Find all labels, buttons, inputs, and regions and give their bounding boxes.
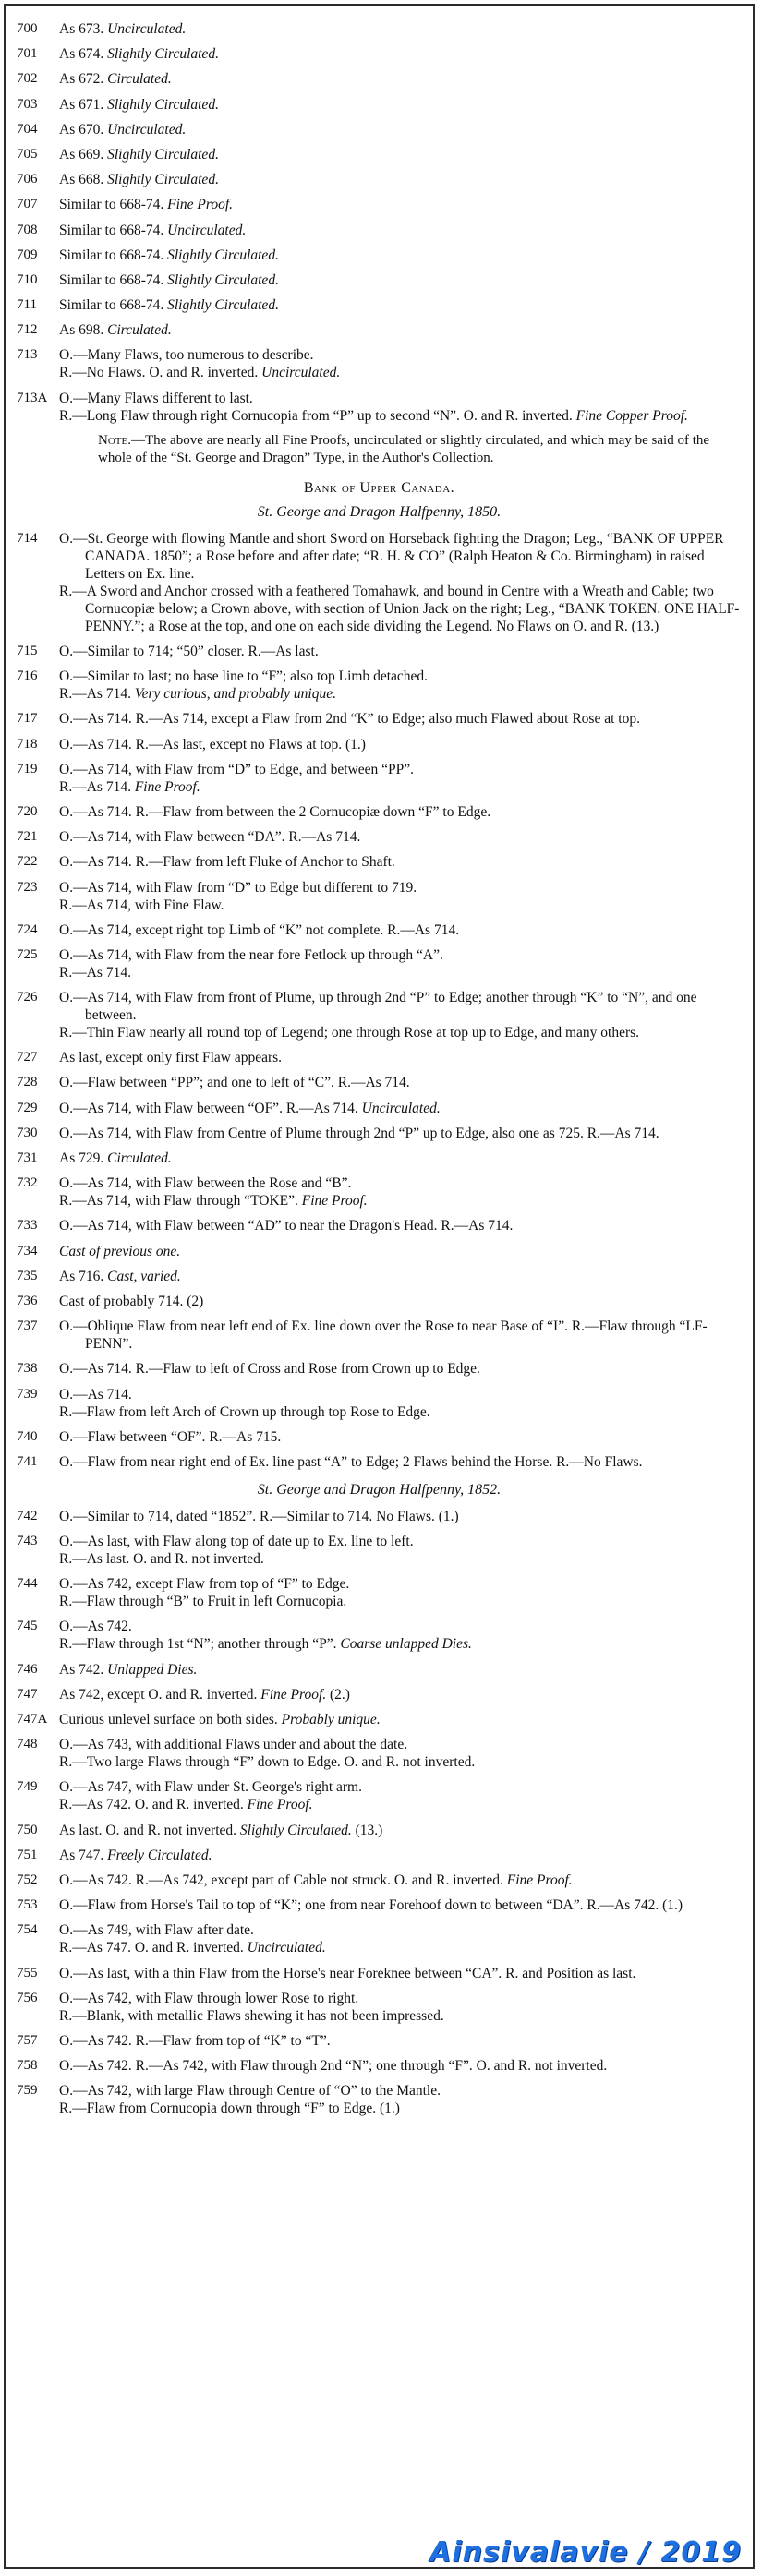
entry-line: O.—As 714, except right top Limb of “K” not complete. R.—As 714. xyxy=(59,921,460,938)
watermark-signature: Ainsivalavie / 2019 xyxy=(429,2536,742,2569)
entry-line: O.—As last, with Flaw along top of date up to Ex. line to left. xyxy=(59,1534,414,1550)
entry-number: 742 xyxy=(17,1508,38,1523)
entry-text xyxy=(59,761,742,796)
entry-number: 725 xyxy=(17,946,38,962)
entry-number: 753 xyxy=(17,1897,38,1913)
entry-number: 720 xyxy=(17,803,38,819)
entry-line: O.—As 714, with Flaw from Centre of Plume through 2nd “P” up to Edge, also one as 725. R.—As 714. xyxy=(59,1125,659,1141)
entry-text xyxy=(59,530,742,635)
entry-number: 745 xyxy=(17,1619,38,1634)
entry-text xyxy=(59,1074,742,1091)
entry-number: 738 xyxy=(17,1361,38,1377)
catalogue-entry xyxy=(17,803,742,821)
entry-text xyxy=(59,1711,742,1728)
entry-number: 719 xyxy=(17,761,38,776)
catalogue-entry xyxy=(17,1428,742,1446)
catalogue-entry xyxy=(17,1360,742,1378)
entry-text xyxy=(59,1174,742,1210)
entry-text xyxy=(59,1686,742,1703)
entry-line: O.—Flaw between “PP”; and one to left of “C”. R.—As 714. xyxy=(59,1075,410,1091)
catalogue-entry xyxy=(17,171,742,188)
entry-text xyxy=(59,1778,742,1813)
entry-text xyxy=(59,989,742,1041)
entry-text xyxy=(59,296,742,314)
entry-text xyxy=(59,1453,742,1471)
entry-line: As 671. Slightly Circulated. xyxy=(59,96,219,113)
entry-text xyxy=(59,271,742,289)
catalogue-entry xyxy=(17,20,742,38)
subtitle-1850: St. George and Dragon Halfpenny, 1850. xyxy=(257,503,502,520)
entry-text xyxy=(59,736,742,753)
entry-line: Similar to 668-74. Slightly Circulated. xyxy=(59,247,279,263)
entry-number: 713A xyxy=(17,390,48,405)
entry-line: O.—Similar to last; no base line to “F”; also top Limb detached. xyxy=(59,668,429,685)
entry-text xyxy=(59,803,742,821)
entry-line: As last, except only first Flaw appears. xyxy=(59,1050,283,1066)
catalogue-entry xyxy=(17,390,742,425)
entry-text xyxy=(59,222,742,239)
entry-number: 741 xyxy=(17,1453,38,1469)
entry-number: 726 xyxy=(17,990,38,1005)
entry-line: O.—Similar to 714; “50” closer. R.—As last. xyxy=(59,644,319,659)
entry-text xyxy=(59,96,742,114)
entry-number: 709 xyxy=(17,247,38,262)
entry-number: 711 xyxy=(17,297,37,313)
entry-line: O.—Flaw from near right end of Ex. line past “A” to Edge; 2 Flaws behind the Horse. R.—No Flaws. xyxy=(59,1453,643,1470)
entry-text xyxy=(59,1217,742,1234)
entry-number: 713 xyxy=(17,347,38,363)
catalogue-entry xyxy=(17,1100,742,1117)
entry-line: R.—Thin Flaw nearly all round top of Legend; one through Rose at top up to Edge, and many others. xyxy=(59,1025,640,1041)
catalogue-entry xyxy=(17,2082,742,2117)
entry-line: O.—As 714, with Flaw between “OF”. R.—As 714. Uncirculated. xyxy=(59,1100,441,1116)
entry-line: O.—As 714. xyxy=(59,1386,132,1402)
entry-text xyxy=(59,946,742,981)
catalogue-entry xyxy=(17,1965,742,1982)
entry-line: R.—Flaw from Cornucopia down through “F” to Edge. (1.) xyxy=(59,2101,400,2117)
subtitle-1852: St. George and Dragon Halfpenny, 1852. xyxy=(257,1481,502,1498)
entry-number: 724 xyxy=(17,921,38,937)
entry-number: 728 xyxy=(17,1075,38,1090)
catalogue-entry xyxy=(17,1386,742,1421)
catalogue-entry xyxy=(17,1822,742,1839)
catalogue-entry xyxy=(17,1618,742,1653)
entry-text xyxy=(59,321,742,339)
entry-number: 744 xyxy=(17,1576,38,1592)
entry-line: Similar to 668-74. Slightly Circulated. xyxy=(59,271,279,288)
entry-text xyxy=(59,146,742,163)
catalogue-entry xyxy=(17,1174,742,1210)
entry-number: 757 xyxy=(17,2032,38,2048)
catalogue-entry xyxy=(17,1575,742,1610)
entry-line: R.—As 742. O. and R. inverted. Fine Proof. xyxy=(59,1797,313,1813)
entry-text xyxy=(59,828,742,846)
entry-line: R.—As last. O. and R. not inverted. xyxy=(59,1551,264,1568)
entry-line: O.—As 742. R.—Flaw from top of “K” to “T”. xyxy=(59,2032,331,2049)
entry-text xyxy=(59,70,742,88)
entry-number: 748 xyxy=(17,1737,38,1752)
entry-number: 749 xyxy=(17,1779,38,1795)
entry-number: 700 xyxy=(17,21,38,36)
entry-line: Similar to 668-74. Uncirculated. xyxy=(59,222,247,238)
entry-line: O.—Many Flaws, too numerous to describe. xyxy=(59,347,314,364)
entry-text xyxy=(59,1125,742,1142)
catalogue-entry xyxy=(17,121,742,138)
entry-text xyxy=(59,1428,742,1446)
entry-text xyxy=(59,1533,742,1568)
entry-text xyxy=(59,247,742,264)
entry-line: O.—As 714, with Flaw between “AD” to near the Dragon's Head. R.—As 714. xyxy=(59,1218,514,1234)
entry-line: As 673. Uncirculated. xyxy=(59,21,187,37)
catalogue-entry xyxy=(17,1074,742,1091)
entry-line: O.—As 742, with Flaw through lower Rose to right. xyxy=(59,1990,359,2006)
entry-text xyxy=(59,2082,742,2117)
catalogue-entry xyxy=(17,1243,742,1260)
entry-number: 740 xyxy=(17,1428,38,1444)
entry-text xyxy=(59,1896,742,1914)
entry-line: As 716. Cast, varied. xyxy=(59,1268,181,1284)
entry-number: 722 xyxy=(17,854,38,870)
entry-text xyxy=(59,1150,742,1167)
entry-number: 736 xyxy=(17,1293,38,1308)
entry-line: O.—As 714, with Flaw from “D” to Edge, and between “PP”. xyxy=(59,761,414,777)
entry-number: 731 xyxy=(17,1150,38,1165)
catalogue-entry xyxy=(17,1217,742,1234)
entry-line: O.—As 714. R.—Flaw to left of Cross and Rose from Crown up to Edge. xyxy=(59,1361,480,1378)
catalogue-entry xyxy=(17,643,742,660)
entry-number: 734 xyxy=(17,1243,38,1258)
entry-line: O.—As 714. R.—Flaw from between the 2 Cornucopiæ down “F” to Edge. xyxy=(59,803,491,820)
entry-number: 755 xyxy=(17,1965,38,1980)
catalogue-entry xyxy=(17,1896,742,1914)
entry-text xyxy=(59,1847,742,1864)
entries-upper xyxy=(17,20,742,425)
entry-text xyxy=(59,1508,742,1525)
entry-text xyxy=(59,1268,742,1285)
entry-text xyxy=(59,1921,742,1956)
entry-line: As 742. Unlapped Dies. xyxy=(59,1661,198,1678)
entry-line: O.—Many Flaws different to last. xyxy=(59,390,253,406)
entry-number: 735 xyxy=(17,1268,38,1283)
catalogue-entry xyxy=(17,196,742,213)
entry-text xyxy=(59,921,742,939)
entry-text xyxy=(59,1386,742,1421)
catalogue-entry xyxy=(17,346,742,381)
catalogue-page xyxy=(17,20,742,2125)
catalogue-entry xyxy=(17,247,742,264)
entry-text xyxy=(59,2032,742,2050)
catalogue-entry xyxy=(17,1736,742,1771)
entry-number: 739 xyxy=(17,1386,38,1402)
entries-1850 xyxy=(17,530,742,1471)
entry-text xyxy=(59,668,742,703)
entry-number: 727 xyxy=(17,1050,38,1065)
catalogue-entry xyxy=(17,1150,742,1167)
entry-line: R.—As 747. O. and R. inverted. Uncirculated. xyxy=(59,1940,326,1956)
section-title: Bank of Upper Canada. xyxy=(303,479,455,496)
entry-number: 714 xyxy=(17,530,38,546)
entry-line: O.—As 714, with Flaw between the Rose and “B”. xyxy=(59,1175,352,1192)
entry-text xyxy=(59,121,742,138)
catalogue-entry xyxy=(17,1533,742,1568)
catalogue-entry xyxy=(17,1453,742,1471)
catalogue-entry xyxy=(17,321,742,339)
catalogue-entry xyxy=(17,1921,742,1956)
entry-number: 723 xyxy=(17,879,38,895)
entry-line: R.—As 714, with Fine Flaw. xyxy=(59,897,224,913)
entry-line: Cast of previous one. xyxy=(59,1243,181,1259)
entry-line: R.—As 714. Fine Proof. xyxy=(59,778,200,795)
entry-line: O.—As 742. R.—As 742, except part of Cable not struck. O. and R. inverted. Fine Proof. xyxy=(59,1872,573,1888)
entry-number: 747A xyxy=(17,1712,48,1727)
entry-line: As last. O. and R. not inverted. Slightly Circulated. (13.) xyxy=(59,1822,383,1838)
entry-number: 756 xyxy=(17,1990,38,2005)
entry-line: Similar to 668-74. Fine Proof. xyxy=(59,197,233,213)
entry-number: 730 xyxy=(17,1125,38,1140)
catalogue-entry xyxy=(17,530,742,635)
entry-text xyxy=(59,1618,742,1653)
entry-text xyxy=(59,1965,742,1982)
entry-line: As 670. Uncirculated. xyxy=(59,121,187,138)
entry-text xyxy=(59,196,742,213)
entry-text xyxy=(59,1872,742,1889)
entry-text xyxy=(59,710,742,728)
entry-number: 729 xyxy=(17,1100,38,1115)
entry-text xyxy=(59,45,742,63)
entry-number: 707 xyxy=(17,197,38,212)
entry-number: 750 xyxy=(17,1822,38,1837)
entry-number: 737 xyxy=(17,1318,38,1334)
entry-number: 718 xyxy=(17,736,38,752)
entry-line: O.—Oblique Flaw from near left end of Ex. line down over the Rose to near Base of “I”. R.—Flaw through “LF-PENN”. xyxy=(59,1318,708,1353)
entry-text xyxy=(59,1318,742,1353)
entry-line: O.—As 742, except Flaw from top of “F” to Edge. xyxy=(59,1576,350,1593)
entry-line: O.—As 742. R.—As 742, with Flaw through 2nd “N”; one through “F”. O. and R. not inverted. xyxy=(59,2058,608,2075)
entry-text xyxy=(59,171,742,188)
catalogue-entry xyxy=(17,853,742,871)
entry-text xyxy=(59,1736,742,1771)
entry-line: O.—As 714, with Flaw between “DA”. R.—As 714. xyxy=(59,829,361,846)
entry-line: R.—As 714. Very curious, and probably unique. xyxy=(59,686,336,703)
catalogue-entry xyxy=(17,828,742,846)
catalogue-entry xyxy=(17,1318,742,1353)
entry-line: O.—As 747, with Flaw under St. George's right arm. xyxy=(59,1779,362,1796)
entry-line: As 672. Circulated. xyxy=(59,71,172,88)
catalogue-entry xyxy=(17,2057,742,2075)
catalogue-entry xyxy=(17,710,742,728)
entry-number: 712 xyxy=(17,322,38,338)
entry-line: As 669. Slightly Circulated. xyxy=(59,146,219,163)
catalogue-entry xyxy=(17,1661,742,1679)
entry-line: O.—As 714, with Flaw from front of Plume, up through 2nd “P” to Edge; another through “K” to “N”, and one between. xyxy=(59,990,697,1024)
entry-text xyxy=(59,390,742,425)
catalogue-entry xyxy=(17,1847,742,1864)
entry-line: O.—As 742. xyxy=(59,1619,132,1635)
entry-line: O.—As 742, with large Flaw through Centre of “O” to the Mantle. xyxy=(59,2083,441,2100)
catalogue-entry xyxy=(17,1125,742,1142)
entry-line: O.—As 714. R.—As 714, except a Flaw from 2nd “K” to Edge; also much Flawed about Rose at top. xyxy=(59,711,640,728)
catalogue-entry xyxy=(17,1293,742,1310)
catalogue-entry xyxy=(17,146,742,163)
entry-line: As 729. Circulated. xyxy=(59,1150,172,1166)
entry-text xyxy=(59,1990,742,2025)
entry-text xyxy=(59,1243,742,1260)
catalogue-entry xyxy=(17,736,742,753)
catalogue-entry xyxy=(17,1049,742,1066)
entry-line: R.—Flaw from left Arch of Crown up through top Rose to Edge. xyxy=(59,1403,430,1420)
entry-line: O.—As 743, with additional Flaws under and about the date. xyxy=(59,1737,408,1753)
entry-text xyxy=(59,1049,742,1066)
entry-line: Curious unlevel surface on both sides. Probably unique. xyxy=(59,1712,381,1727)
entry-number: 702 xyxy=(17,71,38,87)
entry-number: 733 xyxy=(17,1218,38,1234)
catalogue-entry xyxy=(17,921,742,939)
entry-number: 701 xyxy=(17,46,38,62)
entry-line: Cast of probably 714. (2) xyxy=(59,1293,204,1309)
catalogue-entry xyxy=(17,2032,742,2050)
catalogue-entry xyxy=(17,989,742,1041)
entry-number: 721 xyxy=(17,829,38,845)
catalogue-entry xyxy=(17,1508,742,1525)
entry-text xyxy=(59,1100,742,1117)
entry-line: As 674. Slightly Circulated. xyxy=(59,46,219,63)
entry-number: 732 xyxy=(17,1175,38,1191)
entry-line: R.—Flaw through “B” to Fruit in left Cornucopia. xyxy=(59,1594,347,1610)
entry-line: R.—No Flaws. O. and R. inverted. Uncirculated. xyxy=(59,365,341,381)
catalogue-entry xyxy=(17,45,742,63)
catalogue-entry xyxy=(17,296,742,314)
entry-text xyxy=(59,1822,742,1839)
entry-line: R.—Long Flaw through right Cornucopia from “P” up to second “N”. O. and R. inverted. Fine Copper Proof. xyxy=(59,407,688,424)
entry-line: R.—A Sword and Anchor crossed with a feathered Tomahawk, and bound in Centre with a Wreath and Cable; two Cornucopiæ below; a Crown above, with section of Union Jack on the right; Leg., “BANK TOKEN. ONE HALF-PENNY.”; a Rose at the top, and one on each side dividing the Legend. No Flaws on O. and R. (13.) xyxy=(59,583,740,634)
entry-number: 752 xyxy=(17,1872,38,1887)
entry-line: Similar to 668-74. Slightly Circulated. xyxy=(59,297,279,314)
entry-text xyxy=(59,346,742,381)
entry-text xyxy=(59,643,742,660)
entry-line: R.—Blank, with metallic Flaws shewing it has not been impressed. xyxy=(59,2007,444,2024)
catalogue-entry xyxy=(17,1686,742,1703)
entry-number: 715 xyxy=(17,644,38,658)
entry-number: 710 xyxy=(17,271,38,287)
entries-1852 xyxy=(17,1508,742,2117)
entry-line: As 668. Slightly Circulated. xyxy=(59,172,219,188)
entry-line: O.—Flaw from Horse's Tail to top of “K”; one from near Forehoof down to between “DA”. R.—As 742. (1.) xyxy=(59,1897,683,1914)
entry-line: O.—St. George with flowing Mantle and short Sword on Horseback fighting the Dragon; Leg., “BANK OF UPPER CANADA. 1850”; a Rose before and after date; “R. H. & CO” (Ralph Heaton & Co. Birmingham) in raised Letters on Ex. line. xyxy=(59,530,724,582)
entry-number: 704 xyxy=(17,121,38,137)
catalogue-entry xyxy=(17,946,742,981)
entry-number: 706 xyxy=(17,172,38,187)
entry-text xyxy=(59,20,742,38)
catalogue-entry xyxy=(17,1778,742,1813)
entry-number: 754 xyxy=(17,1922,38,1938)
entry-text xyxy=(59,1360,742,1378)
catalogue-entry xyxy=(17,879,742,914)
catalogue-entry xyxy=(17,1711,742,1728)
entry-line: O.—As 714. R.—As last, except no Flaws at top. (1.) xyxy=(59,736,366,752)
entry-number: 746 xyxy=(17,1661,38,1677)
entry-line: O.—As last, with a thin Flaw from the Horse's near Foreknee between “CA”. R. and Position as last. xyxy=(59,1965,636,1981)
entry-text xyxy=(59,1661,742,1679)
entry-line: O.—As 749, with Flaw after date. xyxy=(59,1922,254,1939)
entry-number: 716 xyxy=(17,668,38,684)
entry-text xyxy=(59,879,742,914)
catalogue-entry xyxy=(17,1268,742,1285)
catalogue-entry xyxy=(17,1990,742,2025)
entry-line: R.—As 714, with Flaw through “TOKE”. Fine Proof. xyxy=(59,1193,368,1210)
catalogue-entry xyxy=(17,96,742,114)
entry-number: 705 xyxy=(17,146,38,162)
entry-line: R.—Flaw through 1st “N”; another through “P”. Coarse unlapped Dies. xyxy=(59,1636,472,1653)
entry-number: 708 xyxy=(17,222,38,237)
entry-text xyxy=(59,1575,742,1610)
catalogue-entry xyxy=(17,222,742,239)
catalogue-entry xyxy=(17,1872,742,1889)
note-paragraph: Note.—The above are nearly all Fine Proofs, uncirculated or slightly circulated, and which may be said of the whole of the “St. George and Dragon” Type, in the Author's Collection. xyxy=(98,432,710,465)
catalogue-entry xyxy=(17,70,742,88)
entry-number: 743 xyxy=(17,1534,38,1549)
entry-line: O.—As 714, with Flaw from “D” to Edge but different to 719. xyxy=(59,879,417,896)
entry-number: 703 xyxy=(17,96,38,112)
entry-number: 751 xyxy=(17,1847,38,1862)
entry-number: 747 xyxy=(17,1686,38,1702)
entry-line: O.—Similar to 714, dated “1852”. R.—Similar to 714. No Flaws. (1.) xyxy=(59,1508,459,1524)
entry-line: R.—Two large Flaws through “F” down to Edge. O. and R. not inverted. xyxy=(59,1754,476,1771)
entry-line: As 742, except O. and R. inverted. Fine Proof. (2.) xyxy=(59,1686,350,1703)
catalogue-entry xyxy=(17,761,742,796)
entry-line: As 747. Freely Circulated. xyxy=(59,1847,212,1863)
entry-text xyxy=(59,2057,742,2075)
entry-line: O.—As 714, with Flaw from the near fore Fetlock up through “A”. xyxy=(59,946,443,963)
entry-line: R.—As 714. xyxy=(59,964,131,981)
entry-line: O.—As 714. R.—Flaw from left Fluke of Anchor to Shaft. xyxy=(59,854,395,871)
catalogue-entry xyxy=(17,668,742,703)
entry-text xyxy=(59,1293,742,1310)
entry-number: 758 xyxy=(17,2058,38,2074)
entry-number: 717 xyxy=(17,711,38,727)
entry-text xyxy=(59,853,742,871)
entry-number: 759 xyxy=(17,2083,38,2099)
catalogue-entry xyxy=(17,271,742,289)
entry-line: O.—Flaw between “OF”. R.—As 715. xyxy=(59,1428,282,1445)
entry-line: As 698. Circulated. xyxy=(59,322,172,339)
